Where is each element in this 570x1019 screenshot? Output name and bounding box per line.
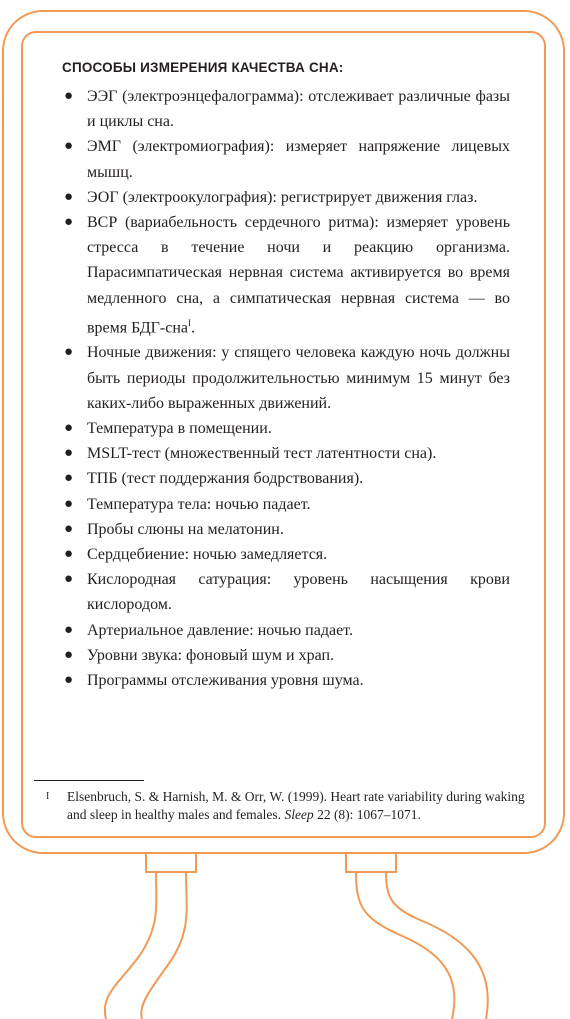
- bag-port-left: [146, 853, 196, 872]
- list-item-oxygen: [62, 567, 510, 617]
- bullet-icon: ●: [64, 419, 74, 436]
- tube-left: [105, 872, 187, 1019]
- list-item-heartbeat: [62, 542, 510, 567]
- list-item-text: Температура тела: ночью падает.: [87, 495, 311, 513]
- footnote-reference[interactable]: I: [187, 317, 191, 328]
- list-item-melatonin: [62, 517, 510, 542]
- list-item-end-punct: .: [190, 319, 195, 337]
- bullet-icon: ●: [64, 571, 74, 588]
- section-heading: СПОСОБЫ ИЗМЕРЕНИЯ КАЧЕСТВА СНА:: [62, 60, 344, 75]
- footnote-citation-end: 22 (8): 1067–1071.: [313, 807, 421, 822]
- sleep-measurement-panel: [62, 58, 510, 693]
- list-item-text: Артериальное давление: ночью падает.: [87, 621, 353, 639]
- list-item-noise-programs: [62, 668, 510, 693]
- footnote-divider: [34, 780, 144, 781]
- list-item-text: Кислородная сатурация: уровень насыщения крови кислородом.: [87, 571, 510, 614]
- list-item-body-temperature: [62, 492, 510, 517]
- list-item-text: Температура в помещении.: [87, 419, 272, 437]
- footnote: [36, 788, 530, 824]
- measurement-methods-list: [62, 84, 510, 693]
- list-item-sound-levels: [62, 643, 510, 668]
- list-item-eeg: [62, 84, 510, 134]
- bullet-icon: ●: [64, 646, 74, 663]
- bullet-icon: ●: [64, 214, 74, 231]
- list-item-text: ЭЭГ (электроэнцефалограмма): отслеживает различные фазы и циклы сна.: [87, 88, 510, 131]
- list-item-text: Сердцебиение: ночью замедляется.: [87, 545, 328, 563]
- bullet-icon: ●: [64, 672, 74, 688]
- list-item-text: ТПБ (тест поддержания бодрствования).: [87, 470, 364, 488]
- list-item-emg: [62, 134, 510, 184]
- bullet-icon: ●: [64, 344, 74, 361]
- footnote-mark: I: [46, 791, 50, 802]
- bullet-icon: ●: [64, 495, 74, 512]
- list-item-room-temperature: [62, 416, 510, 441]
- footnote-journal: Sleep: [284, 807, 314, 822]
- list-item-text: Ночные движения: у спящего человека каждую ночь должны быть периоды продолжительностью минимум 15 минут без каких-либо выраженных движений.: [87, 344, 510, 412]
- bullet-icon: ●: [64, 138, 74, 155]
- list-item-text: ВСР (вариабельность сердечного ритма): измеряет уровень стресса в течение ночи и реакцию организма. Парасимпатическая нервная система активируется во время медленного сна, а симпатическая нервная система — во время БДГ-сна: [87, 214, 510, 337]
- list-item-text: MSLT-тест (множественный тест латентности сна).: [87, 445, 437, 463]
- list-item-mwt: [62, 466, 510, 491]
- list-item-text: Пробы слюны на мелатонин.: [87, 520, 284, 538]
- bag-port-right: [346, 853, 396, 872]
- bullet-icon: ●: [64, 520, 74, 537]
- list-item-text: Уровни звука: фоновый шум и храп.: [87, 646, 335, 664]
- list-item-night-movements: [62, 340, 510, 416]
- bullet-icon: ●: [64, 88, 74, 104]
- bullet-icon: ●: [64, 445, 74, 462]
- bullet-icon: ●: [64, 545, 74, 562]
- list-item-eog: [62, 185, 510, 210]
- list-item-text: Программы отслеживания уровня шума.: [87, 672, 364, 689]
- bullet-icon: ●: [64, 188, 74, 205]
- list-item-mslt: [62, 441, 510, 466]
- bullet-icon: ●: [64, 621, 74, 638]
- list-item-hrv: [62, 210, 510, 340]
- list-item-text: ЭОГ (электроокулография): регистрирует движения глаз.: [87, 188, 478, 206]
- footnote-text: [67, 788, 530, 824]
- tube-right: [356, 872, 488, 1019]
- footnote-citation: Elsenbruch, S. & Harnish, M. & Orr, W. (1999). Heart rate variability during waking and sleep in healthy males and females.: [67, 789, 525, 822]
- bullet-icon: ●: [64, 470, 74, 487]
- list-item-text: ЭМГ (электромиография): измеряет напряжение лицевых мышц.: [87, 138, 510, 181]
- list-item-blood-pressure: [62, 618, 510, 643]
